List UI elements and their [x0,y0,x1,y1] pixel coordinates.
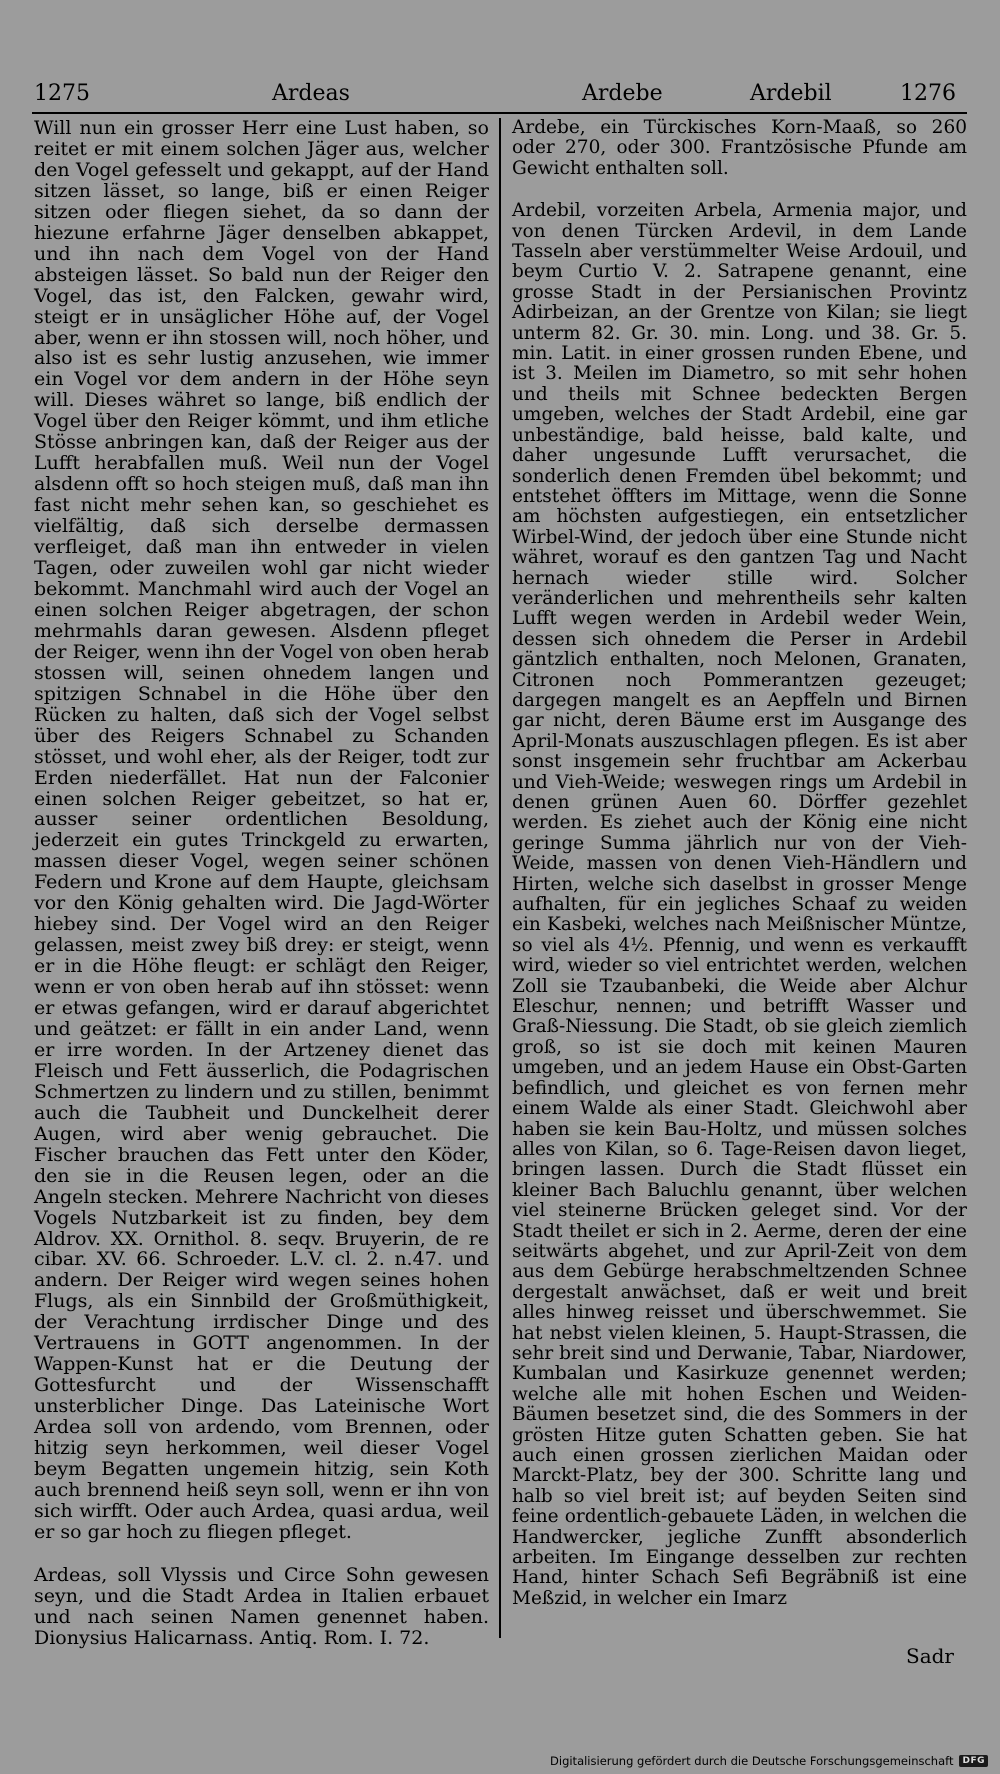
left-running-head: Ardeas [272,81,350,106]
catchword: Sadr [906,1644,954,1668]
right-running-head: Ardebil [750,81,832,106]
footer-credit: Digitalisierung gefördert durch die Deutsche Forschungsgemeinschaft [550,1754,954,1768]
column-divider [499,118,501,1638]
header-rule [32,112,967,114]
entry-ardebe: Ardebe, ein Türckisches Korn-Maaß, so 260 oder 270, oder 300. Frantzösische Pfunde am Gewicht enthalten soll. [512,117,967,179]
right-page-number: 1276 [900,81,956,106]
entry-ardebil: Ardebil, vorzeiten Arbela, Armenia major, und von denen Türcken Ardevil, in dem Lande Tasseln aber verstümmelter Weise Ardouil, und beym Curtio V. 2. Satrapene genannt, eine grosse Stadt in der Persianischen Provintz Adirbeizan, an der Grentze von Kilan; sie liegt unterm 82. Gr. 30. min. Long. und 38. Gr. 5. min. Latit. in einer grossen runden Ebene, und ist 3. Meilen im Diametro, so mit sehr hohen und theils mit Schnee bedeckten Bergen umgeben, welches der Stadt Ardebil, eine gar unbeständige, bald heisse, bald kalte, und daher ungesunde Lufft verursachet, die sonderlich denen Fremden übel bekommt; und entstehet öffters im Mittage, wenn die Sonne am höchsten aufgestiegen, ein entsetzlicher Wirbel-Wind, der jedoch über eine Stunde nicht währet, worauf es den gantzen Tag und Nacht hernach wieder stille wird. Solcher veränderlichen und mehrentheils sehr kalten Lufft wegen werden in Ardebil weder Wein, dessen sich ohnedem die Perser in Ardebil gäntzlich enthalten, noch Melonen, Granaten, Citronen noch Pommerantzen gezeuget; dargegen mangelt es an Aepffeln und Birnen gar nicht, deren Bäume erst im Ausgange des April-Monats auszuschlagen pflegen. Es ist aber sonst insgemein sehr fruchtbar am Ackerbau und Vieh-Weide; weswegen rings um Ardebil in denen grünen Auen 60. Dörffer gezehlet werden. Es ziehet auch der König eine nicht geringe Summa jährlich nur von der Vieh-Weide, massen von denen Vieh-Händlern und Hirten, welche sich daselbst in grosser Menge aufhalten, für ein jegliches Schaaf zu weiden ein Kasbeki, welches nach Meißnischer Müntze, so viel als 4½. Pfennig, und wenn es verkaufft wird, wieder so viel entrichtet werden, welchen Zoll sie Tzaubanbeki, die Weide aber Alchur Eleschur, nennen; und betrifft Wasser und Graß-Niessung. Die Stadt, ob sie gleich ziemlich groß, so ist sie doch mit keinen Mauren umgeben, und an jedem Hause ein Obst-Garten befindlich, und gleichet es von fernen mehr einem Walde als einer Stadt. Gleichwohl aber haben sie kein Bau-Holtz, und müssen solches alles von Kilan, so 6. Tage-Reisen davon lieget, bringen lassen. Durch die Stadt flüsset ein kleiner Bach Baluchlu genannt, über welchen viel steinerne Brücken geleget sind. Vor der Stadt theilet er sich in 2. Aerme, deren der eine seitwärts abgehet, und zur April-Zeit von dem aus dem Gebürge herabschmeltzenden Schnee dergestalt anwächset, daß er weit und breit alles hinweg reisset und überschwemmet. Sie hat nebst vielen kleinen, 5. Haupt-Strassen, die sehr breit sind und Derwanie, Tabar, Niardower, Kumbalan und Kasirkuze genennet werden; welche alle mit hohen Eschen und Weiden-Bäumen besetzet sind, die des Sommers in der grösten Hitze guten Schatten geben. Sie hat auch einen grossen zierlichen Maidan oder Marckt-Platz, bey der 300. Schritte lang und halb so viel breit ist; auf beyden Seiten sind feine ordentlich-gebauete Läden, in welchen die Handwercker, jegliche Zunfft absonderlich arbeiten. Im Eingange desselben zur rechten Hand, hinter Schach Sefi Begräbniß ist eine Meßzid, in welcher ein Imarz [512,200,967,1609]
right-column [512,118,967,1609]
digitization-footer [550,1754,988,1768]
dfg-logo-icon: DFG [959,1755,988,1767]
left-column [34,118,489,1649]
entry-ardeas: Ardeas, soll Vlyssis und Circe Sohn gewesen seyn, und die Stadt Ardea in Italien erbauet und nach seinen Namen genennet haben. Dionysius Halicarnass. Antiq. Rom. I. 72. [34,1563,489,1649]
left-page-number: 1275 [34,81,90,106]
entry-ardea-continued: Will nun ein grosser Herr eine Lust haben, so reitet er mit einem solchen Jäger aus, welcher den Vogel gefesselt und gekappt, auf der Hand sitzen lässet, so lange, biß er einen Reiger sitzen oder fliegen siehet, da so dann der hiezune erfahrne Jäger denselben abkappet, und ihn nach dem Vogel von der Hand absteigen lässet. So bald nun der Reiger den Vogel, das ist, den Falcken, gewahr wird, steigt er in unsäglicher Höhe auf, der Vogel aber, wenn er ihn stossen will, noch höher, und also ist es sehr lustig anzusehen, wie immer ein Vogel vor dem andern in der Höhe seyn will. Dieses währet so lange, biß endlich der Vogel über den Reiger kömmt, und ihm etliche Stösse anbringen kan, daß der Reiger aus der Lufft herabfallen muß. Weil nun der Vogel alsdenn offt so hoch steigen muß, daß man ihn fast nicht mehr sehen kan, so geschiehet es vielfältig, daß sich derselbe dermassen verfleiget, daß man ihn entweder in vielen Tagen, oder zuweilen wohl gar nicht wieder bekommt. Manchmahl wird auch der Vogel an einen solchen Reiger abgetragen, der schon mehrmahls daran gewesen. Alsdenn pfleget der Reiger, wenn ihn der Vogel von oben herab stossen will, seinen ohnedem langen und spitzigen Schnabel in die Höhe über den Rücken zu halten, daß sich der Vogel selbst über des Reigers Schnabel zu Schanden stösset, und wohl eher, als der Reiger, todt zur Erden niederfället. Hat nun der Falconier einen solchen Reiger gebeitzet, so hat er, ausser seiner ordentlichen Besoldung, jederzeit ein gutes Trinckgeld zu erwarten, massen dieser Vogel, wegen seiner schönen Federn und Krone auf dem Haupte, gleichsam vor den König gehalten wird. Die Jagd-Wörter hiebey sind. Der Vogel wird an den Reiger gelassen, meist zwey biß drey: er steigt, wenn er in die Höhe fleugt: er schlägt den Reiger, wenn er von oben herab auf ihn stösset: wenn er etwas gefangen, wird er darauf abgerichtet und geätzet: er fällt in ein ander Land, wenn er irre worden. In der Artzeney dienet das Fleisch und Fett äusserlich, die Podagrischen Schmertzen zu lindern und zu stillen, benimmt auch die Taubheit und Dunckelheit derer Augen, wird aber wenig gebrauchet. Die Fischer brauchen das Fett unter den Köder, den sie in die Reusen legen, oder an die Angeln stecken. Mehrere Nachricht von dieses Vogels Nutzbarkeit ist zu finden, bey dem Aldrov. XX. Ornithol. 8. seqv. Bruyerin, de re cibar. XV. 66. Schroeder. L.V. cl. 2. n.47. und andern. Der Reiger wird wegen seines hohen Flugs, als ein Sinnbild der Großmüthigkeit, der Verachtung irrdischer Dinge und des Vertrauens in GOTT angenommen. In der Wappen-Kunst hat er die Deutung der Gottesfurcht und der Wissenschafft unsterblicher Dinge. Das Lateinische Wort Ardea soll von ardendo, vom Brennen, oder hitzig seyn herkommen, weil dieser Vogel beym Begatten ungemein hitzig, sein Koth auch brennend heiß seyn soll, wenn er ihn von sich wirfft. Oder auch Ardea, quasi ardua, weil er so gar hoch zu fliegen pfleget. [34,117,489,1543]
center-running-head: Ardebe [582,81,663,106]
